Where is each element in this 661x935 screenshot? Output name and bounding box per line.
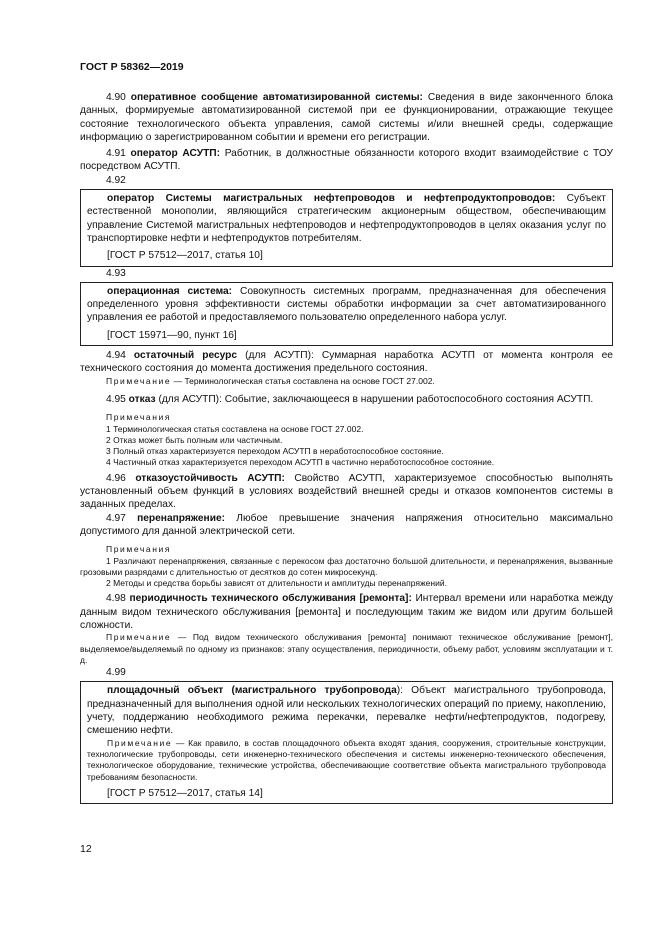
note-label: Примечание [106, 375, 172, 386]
entry-note [87, 738, 606, 783]
entry-number: 4.96 [106, 472, 126, 484]
note-item: 2 Отказ может быть полным или частичным. [106, 434, 283, 445]
entry-term: оператор Системы магистральных нефтепроводов и нефтепродуктопроводов: [107, 193, 556, 205]
entry-number: 4.97 [106, 512, 126, 524]
page-content [80, 91, 613, 804]
entry-definition: Сведения в виде законченного блока данных, формируемые автоматизированной системой при ее функционировании, отражающие текущее состояние технологического объекта управления, самой системы и/или внешней среды, содержащие информацию о зарегистрированном событии и времени его регистрации. [80, 92, 613, 143]
document-header: ГОСТ Р 58362—2019 [80, 61, 184, 73]
entry-definition: Работник, в должностные обязанности которого входит взаимодействие с ТОУ посредством АСУТП. [80, 148, 613, 173]
entry-source: [ГОСТ 15971—90, пункт 16] [107, 329, 237, 341]
entry-number: 4.91 [106, 148, 126, 160]
entry-definition: Объект магистрального трубопровода, предназначенный для выполнения одной или нескольких технологических операций по приему, накоплению, учету, поддержанию необходимого режима перекачки, перевалке нефти/нефтепродуктов, подогреву, смешению нефти. [87, 685, 606, 737]
entry-4-95 [80, 393, 613, 406]
note-item: 3 Полный отказ характеризуется переходом АСУТП в неработоспособное состояние. [106, 446, 444, 457]
entry-definition: (для АСУТП): Событие, заключающееся в нарушении работоспособного состояния АСУТП. [158, 393, 594, 405]
notes-label: Примечания [106, 544, 172, 555]
entry-4-98 [80, 592, 613, 632]
page-number: 12 [80, 843, 92, 855]
entry-4-99-box [80, 681, 613, 804]
entry-4-99 [87, 684, 606, 737]
entry-number: 4.90 [106, 92, 126, 103]
entry-term: операционная система: [107, 285, 233, 297]
entry-4-92-box [80, 189, 613, 266]
entry-definition: Любое превышение значения напряжения относительно максимально допустимого для данной электрической сети. [80, 512, 613, 537]
note-text: — Под видом технического обслуживания [ремонта] понимают техническое обслуживание [ремонт], выделяемое/выделяемый по одному из признаков: этапу осуществления, периодичности, объему работ, условиям эксплуатации и т. д. [80, 632, 613, 665]
entry-term: площадочный объект (магистрального трубопровода [107, 685, 397, 697]
entry-definition: Свойство АСУТП, характеризуемое способностью выполнять установленный объем функций в условиях воздействий внешней среды и отказов компонентов системы в заданных пределах. [80, 472, 613, 511]
entry-term: периодичность технического обслуживания [ремонта]: [129, 593, 412, 605]
entry-note [80, 376, 613, 387]
entry-term-end: ): [396, 685, 403, 697]
entry-4-94 [80, 349, 613, 376]
entry-definition: (для АСУТП): Суммарная наработка АСУТП от момента контроля ее технического состояния до момента достижения предельного состояния. [80, 350, 613, 375]
entry-number-4-99: 4.99 [106, 667, 126, 679]
entry-source: [ГОСТ Р 57512—2017, статья 10] [107, 250, 263, 262]
note-text: — Как правило, в состав площадочного объекта входят здания, сооружения, строительные конструкции, технологические трубопроводы, сети инженерно-технического обеспечения и системы инженерно-технического обеспечения, технологическое оборудование, технические устройства, обеспечивающие соответствие объекта магистрального трубопровода требованиям безопасности. [87, 737, 606, 782]
entry-term: отказоустойчивость АСУТП: [135, 472, 285, 484]
note-label: Примечание [107, 737, 173, 748]
entry-definition: Совокупность системных программ, предназначенная для обеспечения определенного уровня эффективности системы обработки информации за счет автоматизированного управления ее работой и предоставляемого пользователю определенного набора услуг. [87, 285, 606, 324]
entry-definition: Субъект естественной монополии, являющийся стратегическим акционерным обществом, обеспечивающим управление Системой магистральных нефтепроводов и нефтепродуктопроводов в целях оказания услуг по транспортировке нефти и нефтепродуктов потребителям. [87, 193, 606, 244]
entry-4-92 [87, 192, 606, 245]
entry-4-91 [80, 147, 613, 174]
entry-term: остаточный ресурс [133, 350, 238, 362]
note-item: 2 Методы и средства борьбы зависят от длительности и амплитуды перенапряжений. [106, 578, 447, 589]
entry-source: [ГОСТ Р 57512—2017, статья 14] [107, 787, 263, 799]
note-label: Примечание [106, 632, 172, 643]
entry-notes [80, 412, 613, 468]
entry-4-93 [87, 285, 606, 325]
note-item: 1 Различают перенапряжения, связанные с перекосом фаз достаточно большой длительности, и перенапряжения, вызванные грозовыми разрядами с длительностью от десятков до сотен микросекунд. [80, 555, 613, 577]
entry-number-4-93: 4.93 [106, 267, 126, 279]
entry-term: отказ [128, 393, 156, 405]
entry-4-97 [80, 512, 613, 539]
note-item: 4 Частичный отказ характеризуется переходом АСУТП в частично неработоспособное состояние. [106, 457, 495, 468]
entry-number: 4.94 [106, 350, 126, 362]
entry-number-4-92: 4.92 [106, 174, 126, 186]
entry-number: 4.98 [106, 593, 126, 605]
entry-number: 4.95 [106, 393, 126, 405]
entry-term: оператор АСУТП: [130, 148, 221, 160]
entry-term: оперативное сообщение автоматизированной системы: [130, 92, 423, 103]
note-item: 1 Терминологическая статья составлена на основе ГОСТ 27.002. [106, 423, 364, 434]
entry-4-90 [80, 91, 613, 144]
entry-definition: Интервал времени или наработка между данным видом технического обслуживания [ремонта] и последующим таким же видом или другим большей сложности. [80, 593, 613, 631]
entry-notes [80, 544, 613, 589]
entry-note [80, 632, 613, 666]
entry-4-93-box [80, 282, 613, 346]
entry-4-96 [80, 472, 613, 512]
note-text: — Терминологическая статья составлена на основе ГОСТ 27.002. [173, 375, 435, 386]
entry-term: перенапряжение: [137, 512, 226, 524]
notes-label: Примечания [106, 412, 172, 423]
